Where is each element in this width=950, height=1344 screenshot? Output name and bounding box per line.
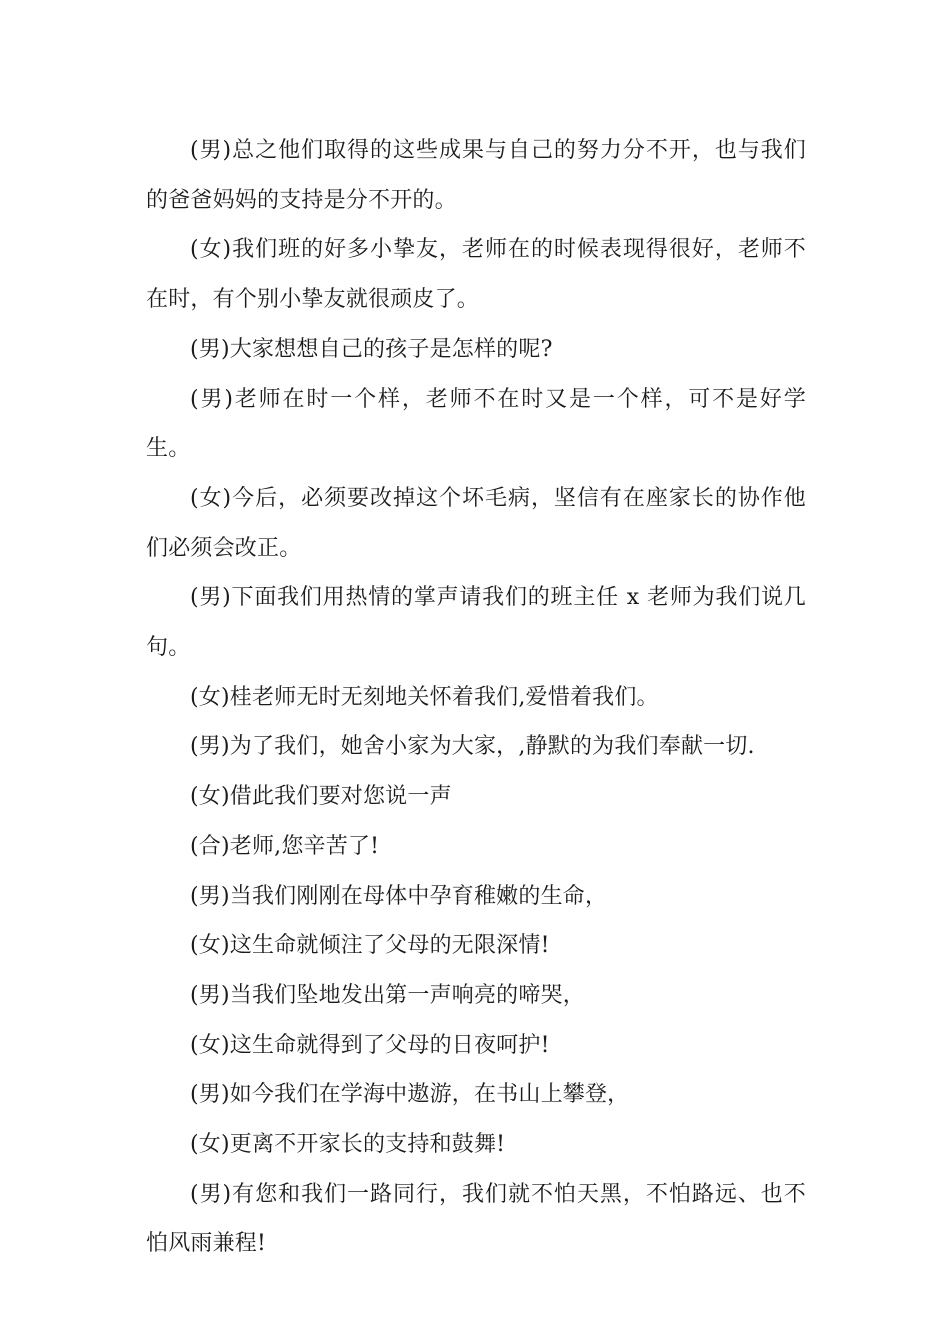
- paragraph: (男)当我们刚刚在母体中孕育稚嫩的生命，: [190, 883, 608, 909]
- paragraph: (女)这生命就得到了父母的日夜呵护!: [190, 1032, 550, 1058]
- paragraph: (男)下面我们用热情的掌声请我们的班主任 x 老师为我们说几句。: [146, 585, 806, 661]
- paragraph: (男)老师在时一个样，老师不在时又是一个样，可不是好学生。: [146, 386, 806, 462]
- paragraph: (女)我们班的好多小挚友，老师在的时候表现得很好，老师不在时，有个别小挚友就很顽皮了。: [146, 237, 806, 313]
- paragraph: (女)这生命就倾注了父母的无限深情!: [190, 933, 550, 959]
- paragraph: (男)如今我们在学海中遨游，在书山上攀登，: [190, 1082, 630, 1108]
- paragraph: (合)老师,您辛苦了!: [190, 833, 380, 859]
- paragraph: (男)当我们坠地发出第一声响亮的啼哭，: [190, 982, 585, 1008]
- paragraph: (女)今后，必须要改掉这个坏毛病，坚信有在座家长的协作他们必须会改正。: [146, 485, 806, 561]
- paragraph: (男)大家想想自己的孩子是怎样的呢?: [190, 336, 553, 362]
- paragraph: (女)更离不开家长的支持和鼓舞!: [190, 1132, 506, 1158]
- paragraph: (男)为了我们，她舍小家为大家，,静默的为我们奉献一切.: [190, 734, 755, 760]
- document-body: [146, 126, 806, 1269]
- paragraph: (女)桂老师无时无刻地关怀着我们,爱惜着我们。: [190, 684, 659, 710]
- paragraph: (男)总之他们取得的这些成果与自己的努力分不开，也与我们的爸爸妈妈的支持是分不开的。: [146, 138, 806, 213]
- paragraph: (男)有您和我们一路同行，我们就不怕天黑，不怕路远、也不怕风雨兼程!: [146, 1181, 806, 1257]
- paragraph: (女)借此我们要对您说一声: [190, 784, 452, 810]
